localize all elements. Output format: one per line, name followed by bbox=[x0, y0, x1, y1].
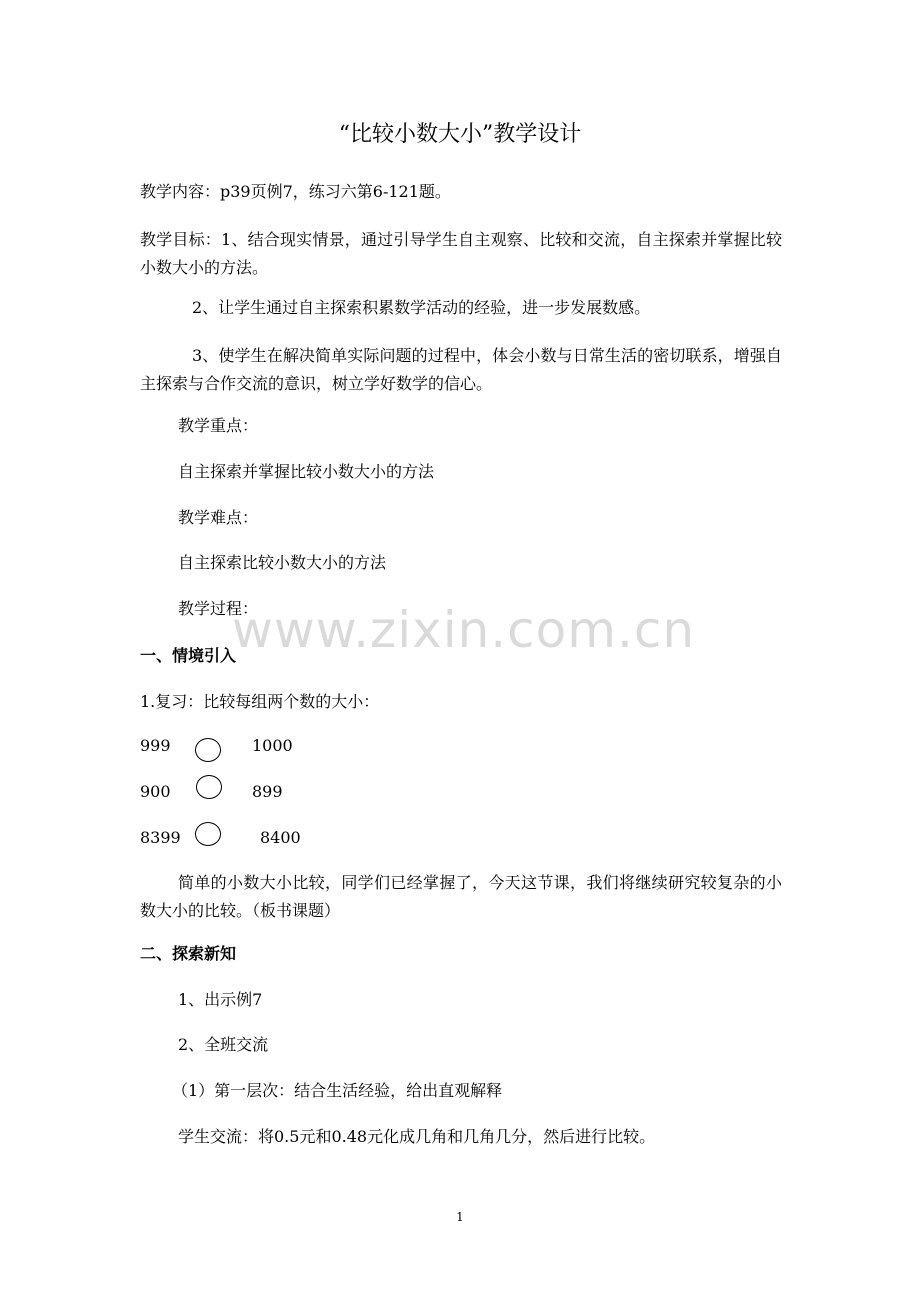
document-title: “比较小数大小”教学设计 bbox=[338, 122, 582, 147]
pair-1-left: 999 bbox=[140, 736, 171, 755]
teaching-goal-1: 教学目标：1、结合现实情景，通过引导学生自主观察、比较和交流，自主探索并掌握比较小数大小的方法。 bbox=[140, 230, 782, 277]
difficulty-label: 教学难点： bbox=[178, 508, 259, 527]
pair-1-right: 1000 bbox=[252, 736, 293, 755]
watermark: www.zixin.com.cn bbox=[232, 601, 696, 659]
pair-3-right: 8400 bbox=[260, 828, 301, 847]
key-point-text: 自主探索并掌握比较小数大小的方法 bbox=[178, 462, 435, 481]
key-point-label: 教学重点： bbox=[178, 416, 259, 435]
compare-circle bbox=[195, 738, 221, 762]
review-line: 1.复习：比较每组两个数的大小： bbox=[140, 692, 380, 711]
teaching-goal-2: 2、让学生通过自主探索积累数学活动的经验，进一步发展数感。 bbox=[192, 298, 651, 317]
teaching-content: 教学内容：p39页例7，练习六第6-121题。 bbox=[140, 182, 451, 201]
step-1: 1、出示例7 bbox=[178, 990, 263, 1009]
level-1: （1）第一层次：结合生活经验，给出直观解释 bbox=[172, 1081, 503, 1100]
compare-circle bbox=[196, 775, 222, 799]
page-number: 1 bbox=[456, 1210, 464, 1224]
teaching-goal-3: 3、使学生在解决简单实际问题的过程中，体会小数与日常生活的密切联系，增强自主探索与合作交流的意识，树立学好数学的信心。 bbox=[140, 346, 782, 393]
section-heading-1: 一、情境引入 bbox=[140, 646, 237, 665]
section-heading-2: 二、探索新知 bbox=[140, 944, 237, 963]
step-2: 2、全班交流 bbox=[178, 1035, 269, 1054]
difficulty-text: 自主探索比较小数大小的方法 bbox=[178, 553, 387, 572]
student-talk: 学生交流：将0.5元和0.48元化成几角和几角几分，然后进行比较。 bbox=[178, 1127, 656, 1146]
pair-2-right: 899 bbox=[252, 782, 283, 801]
process-label: 教学过程： bbox=[178, 599, 259, 618]
intro-paragraph: 简单的小数大小比较，同学们已经掌握了，今天这节课，我们将继续研究较复杂的小数大小的比较。（板书课题） bbox=[140, 873, 782, 920]
compare-circle bbox=[195, 822, 221, 846]
pair-3-left: 8399 bbox=[140, 828, 181, 847]
pair-2-left: 900 bbox=[140, 782, 171, 801]
